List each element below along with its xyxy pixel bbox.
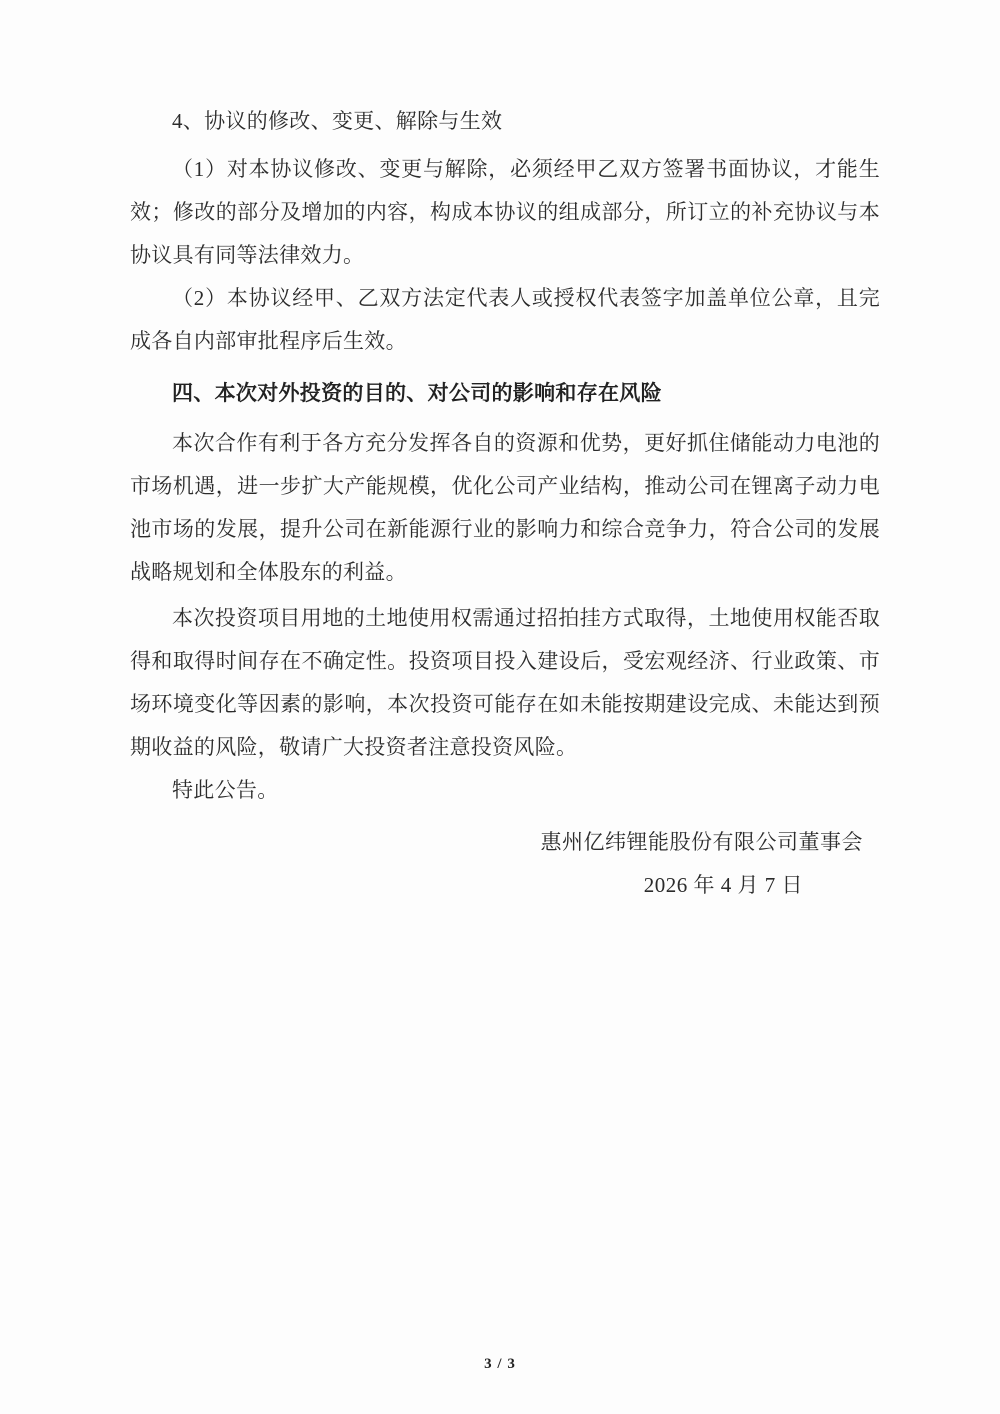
clause-4-paragraph-1: （1）对本协议修改、变更与解除，必须经甲乙双方签署书面协议，才能生效；修改的部分及增加的内容，构成本协议的组成部分，所订立的补充协议与本协议具有同等法律效力。 [130,157,880,267]
page-number: 3 / 3 [484,1356,516,1372]
section-four-paragraph-2: 本次投资项目用地的土地使用权需通过招拍挂方式取得，土地使用权能否取得和取得时间存在不确定性。投资项目投入建设后，受宏观经济、行业政策、市场环境变化等因素的影响，本次投资可能存在如未能按期建设完成、未能达到预期收益的风险，敬请广大投资者注意投资风险。 [130,606,880,759]
closing-statement: 特此公告。 [172,778,279,802]
clause-4-title: 4、协议的修改、变更、解除与生效 [172,109,503,133]
section-four-paragraph-1: 本次合作有利于各方充分发挥各自的资源和优势，更好抓住储能动力电池的市场机遇，进一步扩大产能规模，优化公司产业结构，推动公司在锂离子动力电池市场的发展，提升公司在新能源行业的影响力和综合竞争力，符合公司的发展战略规划和全体股东的利益。 [130,431,880,584]
signature-block [130,821,880,907]
signature-date: 2026 年 4 月 7 日 [643,873,803,897]
signature-company: 惠州亿纬锂能股份有限公司董事会 [540,830,863,854]
document-body [130,100,880,907]
clause-4-paragraph-2: （2）本协议经甲、乙双方法定代表人或授权代表签字加盖单位公章，且完成各自内部审批程序后生效。 [130,286,880,353]
section-four-heading: 四、本次对外投资的目的、对公司的影响和存在风险 [172,382,662,405]
